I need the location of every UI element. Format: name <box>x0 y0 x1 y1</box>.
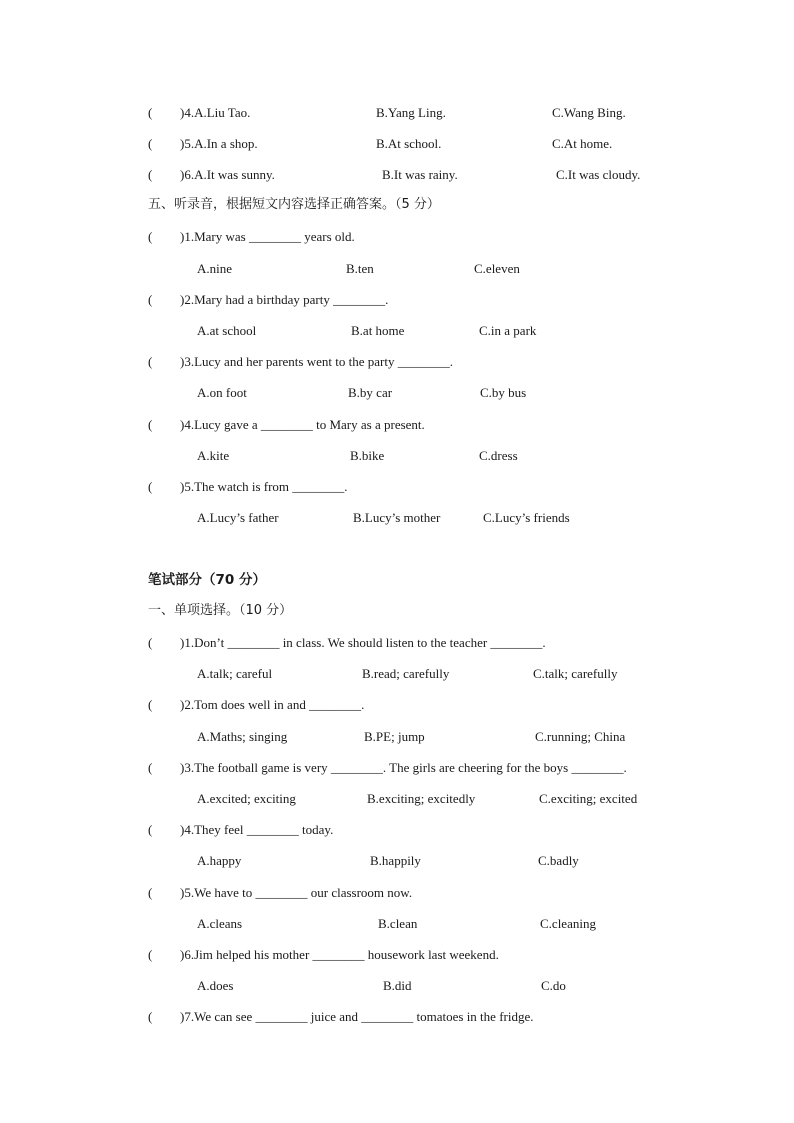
option-b: B.happily <box>370 853 421 868</box>
answer-bracket: ( <box>148 479 153 494</box>
option-b: B.by car <box>348 385 393 400</box>
question-number: )4. <box>180 105 195 120</box>
question-number: )2. <box>180 697 195 712</box>
option-c: C.do <box>541 978 566 993</box>
question-stem: Lucy gave a ________ to Mary as a present. <box>194 417 425 432</box>
section1-heading: 一、单项选择。（10 分） <box>148 603 293 618</box>
option-b: B.read; carefully <box>362 666 450 681</box>
option-b: B.did <box>383 978 412 993</box>
w-question-1 <box>148 635 546 651</box>
option-c: C.talk; carefully <box>533 666 618 681</box>
option-b: B.bike <box>350 448 385 463</box>
answer-bracket: ( <box>148 1009 153 1024</box>
question-number: )5. <box>180 136 195 151</box>
option-b: B.exciting; excitedly <box>367 791 476 806</box>
answer-bracket: ( <box>148 760 153 775</box>
question-number: )5. <box>180 885 195 900</box>
option-a: A.It was sunny. <box>194 167 275 182</box>
question-stem: The watch is from ________. <box>194 479 348 494</box>
option-a: A.In a shop. <box>194 136 258 151</box>
option-a: A.does <box>197 978 234 993</box>
w-question-6 <box>148 947 499 963</box>
option-a: A.happy <box>197 853 242 868</box>
option-c: C.by bus <box>480 385 527 400</box>
w-question-3 <box>148 760 627 776</box>
listening-question-5 <box>148 136 258 152</box>
option-a: A.kite <box>197 448 230 463</box>
option-a: A.Lucy’s father <box>197 510 279 525</box>
question-number: )4. <box>180 417 195 432</box>
option-a: A.on foot <box>197 385 247 400</box>
option-c: C.running; China <box>535 729 626 744</box>
option-b: B.ten <box>346 261 374 276</box>
option-c: C.badly <box>538 853 579 868</box>
s5-question-1 <box>148 229 355 245</box>
written-part-heading: 笔试部分（70 分） <box>148 572 266 588</box>
s5-question-5 <box>148 479 348 495</box>
s5-question-2 <box>148 292 388 308</box>
option-c: C.At home. <box>552 136 613 151</box>
answer-bracket: ( <box>148 885 153 900</box>
option-a: A.cleans <box>197 916 243 931</box>
question-number: )6. <box>180 167 195 182</box>
option-b: B.PE; jump <box>364 729 425 744</box>
answer-bracket: ( <box>148 635 153 650</box>
question-number: )4. <box>180 822 195 837</box>
question-stem: Tom does well in and ________. <box>194 697 365 712</box>
w-question-5 <box>148 885 412 901</box>
option-a: A.nine <box>197 261 233 276</box>
answer-bracket: ( <box>148 947 153 962</box>
option-c: C.dress <box>479 448 518 463</box>
option-c: C.Lucy’s friends <box>483 510 570 525</box>
option-a: A.talk; careful <box>197 666 273 681</box>
option-a: A.excited; exciting <box>197 791 296 806</box>
answer-bracket: ( <box>148 229 153 244</box>
listening-question-6 <box>148 167 275 183</box>
question-stem: The football game is very ________. The girls are cheering for the boys ________. <box>194 760 627 775</box>
option-c: C.eleven <box>474 261 520 276</box>
answer-bracket: ( <box>148 167 153 182</box>
question-number: )1. <box>180 229 195 244</box>
option-b: B.clean <box>378 916 418 931</box>
question-number: )3. <box>180 760 195 775</box>
s5-question-4 <box>148 417 425 433</box>
option-c: C.Wang Bing. <box>552 105 626 120</box>
question-number: )7. <box>180 1009 195 1024</box>
answer-bracket: ( <box>148 105 153 120</box>
s5-question-3 <box>148 354 453 370</box>
option-c: C.cleaning <box>540 916 596 931</box>
answer-bracket: ( <box>148 136 153 151</box>
question-number: )5. <box>180 479 195 494</box>
section5-heading: 五、听录音，根据短文内容选择正确答案。（5 分） <box>148 197 440 212</box>
option-b: B.At school. <box>376 136 442 151</box>
option-a: A.Liu Tao. <box>194 105 251 120</box>
option-c: C.It was cloudy. <box>556 167 641 182</box>
option-b: B.It was rainy. <box>382 167 458 182</box>
w-question-7 <box>148 1009 533 1025</box>
w-question-2 <box>148 697 364 713</box>
question-stem: Don’t ________ in class. We should listen to the teacher ________. <box>194 635 546 650</box>
listening-question-4 <box>148 105 250 121</box>
question-stem: They feel ________ today. <box>194 822 334 837</box>
option-b: B.at home <box>351 323 405 338</box>
option-c: C.in a park <box>479 323 537 338</box>
option-a: A.at school <box>197 323 257 338</box>
question-stem: Mary was ________ years old. <box>194 229 355 244</box>
w-question-4 <box>148 822 333 838</box>
question-number: )3. <box>180 354 195 369</box>
answer-bracket: ( <box>148 292 153 307</box>
question-number: )1. <box>180 635 195 650</box>
option-c: C.exciting; excited <box>539 791 638 806</box>
option-a: A.Maths; singing <box>197 729 288 744</box>
question-number: )6. <box>180 947 195 962</box>
answer-bracket: ( <box>148 697 153 712</box>
question-stem: Lucy and her parents went to the party ________. <box>194 354 453 369</box>
question-stem: Jim helped his mother ________ housework last weekend. <box>194 947 499 962</box>
answer-bracket: ( <box>148 822 153 837</box>
question-stem: Mary had a birthday party ________. <box>194 292 389 307</box>
answer-bracket: ( <box>148 354 153 369</box>
answer-bracket: ( <box>148 417 153 432</box>
question-stem: We can see ________ juice and ________ tomatoes in the fridge. <box>194 1009 534 1024</box>
option-b: B.Lucy’s mother <box>353 510 441 525</box>
question-stem: We have to ________ our classroom now. <box>194 885 413 900</box>
option-b: B.Yang Ling. <box>376 105 446 120</box>
question-number: )2. <box>180 292 195 307</box>
